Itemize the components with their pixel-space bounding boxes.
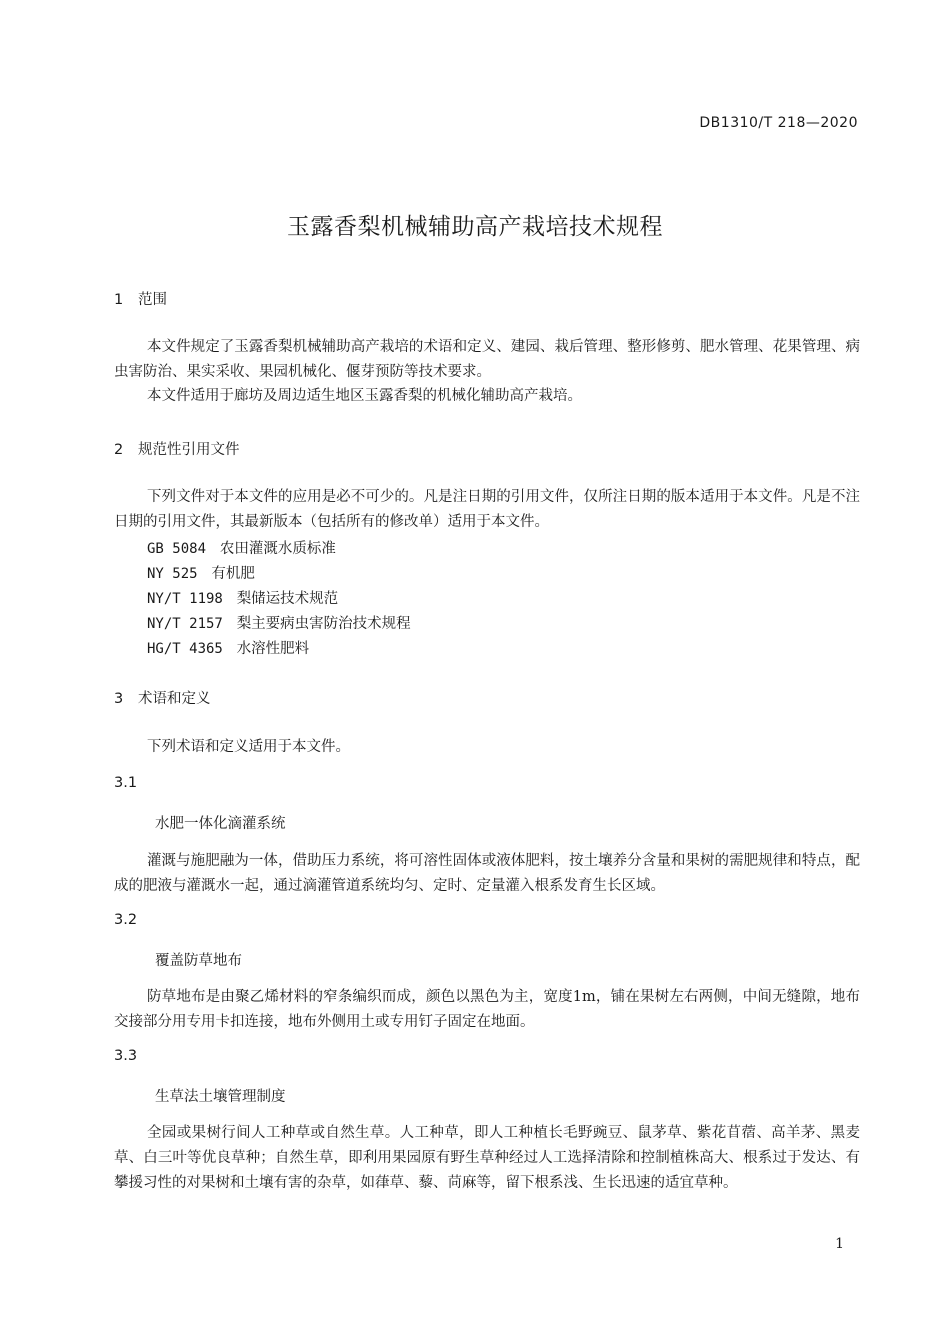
term-definition: 防草地布是由聚乙烯材料的窄条编织而成，颜色以黑色为主，宽度1m，铺在果树左右两侧，中间无缝隙，地布交接部分用专用卡扣连接，地布外侧用土或专用钉子固定在地面。 xyxy=(114,989,860,1030)
reference-name: 有机肥 xyxy=(211,566,255,582)
section-title: 范围 xyxy=(138,292,167,308)
page-number: 1 xyxy=(835,1236,844,1252)
reference-code: NY 525 xyxy=(147,566,198,582)
section-number: 1 xyxy=(114,292,124,308)
term-number: 3.1 xyxy=(114,775,138,791)
reference-item xyxy=(147,537,336,558)
paragraph: 下列文件对于本文件的应用是必不可少的。凡是注日期的引用文件，仅所注日期的版本适用于本文件。凡是不注日期的引用文件，其最新版本（包括所有的修改单）适用于本文件。 xyxy=(114,489,860,530)
standard-code: DB1310/T 218—2020 xyxy=(699,115,858,131)
section-number: 3 xyxy=(114,691,124,707)
paragraph: 下列术语和定义适用于本文件。 xyxy=(147,739,350,755)
paragraph: 本文件规定了玉露香梨机械辅助高产栽培的术语和定义、建园、栽后管理、整形修剪、肥水管理、花果管理、病虫害防治、果实采收、果园机械化、偃芽预防等技术要求。 xyxy=(114,339,860,380)
reference-name: 农田灌溉水质标准 xyxy=(219,541,336,557)
reference-name: 梨储运技术规范 xyxy=(236,591,339,607)
section-heading-scope xyxy=(114,288,167,309)
term-definition: 全园或果树行间人工种草或自然生草。人工种草，即人工种植长毛野豌豆、鼠茅草、紫花苜蓿、高羊茅、黑麦草、白三叶等优良草种；自然生草，即利用果园原有野生草种经过人工选择清除和控制植株高大、根系过于发达、有攀援习性的对果树和土壤有害的杂草，如葎草、藜、苘麻等，留下根系浅、生长迅速的适宜草种。 xyxy=(114,1125,860,1191)
term-name: 水肥一体化滴灌系统 xyxy=(155,816,286,832)
term-number: 3.2 xyxy=(114,912,138,928)
reference-code: NY/T 2157 xyxy=(147,616,223,632)
reference-code: HG/T 4365 xyxy=(147,641,223,657)
term-definition: 灌溉与施肥融为一体，借助压力系统，将可溶性固体或液体肥料，按土壤养分含量和果树的需肥规律和特点，配成的肥液与灌溉水一起，通过滴灌管道系统均匀、定时、定量灌入根系发育生长区域。 xyxy=(114,853,860,894)
section-heading-terms-definitions xyxy=(114,687,211,708)
paragraph: 本文件适用于廊坊及周边适生地区玉露香梨的机械化辅助高产栽培。 xyxy=(147,388,582,404)
reference-name: 梨主要病虫害防治技术规程 xyxy=(236,616,411,632)
term-number: 3.3 xyxy=(114,1048,138,1064)
document-title: 玉露香梨机械辅助高产栽培技术规程 xyxy=(287,214,663,240)
section-title: 规范性引用文件 xyxy=(138,442,240,458)
section-number: 2 xyxy=(114,442,124,458)
reference-item xyxy=(147,612,411,633)
reference-code: GB 5084 xyxy=(147,541,207,557)
reference-item xyxy=(147,587,338,608)
term-name: 覆盖防草地布 xyxy=(155,953,242,969)
reference-item xyxy=(147,562,255,583)
section-title: 术语和定义 xyxy=(138,691,211,707)
reference-name: 水溶性肥料 xyxy=(236,641,310,657)
reference-code: NY/T 1198 xyxy=(147,591,223,607)
section-heading-normative-references xyxy=(114,438,240,459)
reference-item xyxy=(147,637,309,658)
term-name: 生草法土壤管理制度 xyxy=(155,1089,286,1105)
